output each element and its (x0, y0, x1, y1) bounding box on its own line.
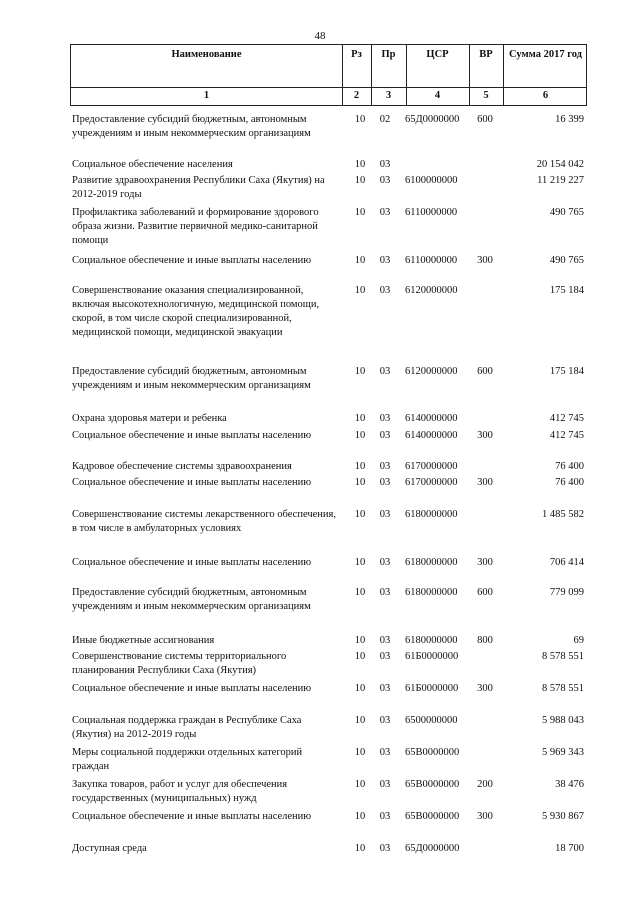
cell-pr: 03 (379, 366, 391, 377)
cell-rz: 10 (354, 747, 366, 758)
cell-pr: 03 (379, 747, 391, 758)
cell-name: Социальное обеспечение и иные выплаты населению (72, 557, 312, 568)
cell-vr: 300 (477, 255, 493, 266)
cell-vr: 600 (477, 587, 493, 598)
cell-rz: 10 (354, 114, 366, 125)
cell-csr: 6110000000 (405, 207, 458, 218)
cell-csr: 6180000000 (405, 635, 458, 646)
cell-name: Кадровое обеспечение системы здравоохранения (72, 461, 292, 472)
cell-name: Социальное обеспечение и иные выплаты населению (72, 430, 312, 441)
cell-csr: 65В0000000 (405, 747, 460, 758)
cell-csr: 65В0000000 (405, 779, 460, 790)
cell-sum: 5 969 343 (542, 747, 584, 758)
cell-pr: 03 (379, 779, 391, 790)
cell-rz: 10 (354, 366, 366, 377)
cell-csr: 6180000000 (405, 509, 458, 520)
cell-csr: 61Б0000000 (405, 683, 459, 694)
cell-sum: 76 400 (555, 461, 584, 472)
cell-rz: 10 (354, 683, 366, 694)
cell-name: Совершенствование оказания специализированной, включая высокотехнологичную, медицинской помощи, скорой, в том числе скорой специализированной, медицинской помощи, медицинской эвакуации (72, 285, 320, 338)
cell-vr: 600 (477, 366, 493, 377)
cell-pr: 03 (379, 255, 391, 266)
cell-sum: 20 154 042 (536, 159, 584, 170)
cell-sum: 412 745 (549, 430, 584, 441)
cell-pr: 03 (379, 461, 391, 472)
cell-pr: 03 (379, 207, 391, 218)
cell-csr: 6100000000 (405, 175, 458, 186)
cell-pr: 03 (379, 715, 391, 726)
cell-csr: 6120000000 (405, 285, 458, 296)
cell-rz: 10 (354, 843, 366, 854)
cell-csr: 6120000000 (405, 366, 458, 377)
cell-csr: 6170000000 (405, 477, 458, 488)
cell-name: Совершенствование системы территориального планирования Республики Саха (Якутия) (72, 651, 287, 676)
cell-sum: 18 700 (555, 843, 584, 854)
cell-pr: 03 (379, 413, 391, 424)
header-rz: Рз (351, 49, 362, 60)
cell-csr: 6110000000 (405, 255, 458, 266)
cell-name: Доступная среда (72, 843, 147, 854)
cell-rz: 10 (354, 207, 366, 218)
cell-sum: 11 219 227 (537, 175, 584, 186)
cell-rz: 10 (354, 159, 366, 170)
cell-pr: 03 (379, 557, 391, 568)
cell-pr: 03 (379, 509, 391, 520)
cell-pr: 03 (379, 285, 391, 296)
cell-vr: 300 (477, 430, 493, 441)
cell-name: Закупка товаров, работ и услуг для обеспечения государственных (муниципальных) нужд (72, 779, 288, 804)
header-sum: Сумма 2017 год (509, 49, 582, 60)
cell-rz: 10 (354, 430, 366, 441)
cell-sum: 779 099 (549, 587, 584, 598)
header-number-4: 4 (434, 90, 441, 101)
cell-rz: 10 (354, 509, 366, 520)
cell-csr: 65Д0000000 (405, 114, 460, 125)
header-pr: Пр (381, 49, 396, 60)
cell-sum: 1 485 582 (542, 509, 584, 520)
cell-name: Совершенствование системы лекарственного обеспечения, в том числе в амбулаторных условиях (72, 509, 336, 534)
cell-pr: 03 (379, 811, 391, 822)
cell-vr: 600 (477, 114, 493, 125)
cell-pr: 03 (379, 175, 391, 186)
cell-name: Иные бюджетные ассигнования (72, 635, 215, 646)
cell-rz: 10 (354, 413, 366, 424)
cell-pr: 03 (379, 635, 391, 646)
cell-sum: 5 988 043 (542, 715, 584, 726)
cell-name: Социальное обеспечение и иные выплаты населению (72, 477, 312, 488)
cell-sum: 412 745 (549, 413, 584, 424)
cell-sum: 706 414 (549, 557, 584, 568)
cell-pr: 03 (379, 477, 391, 488)
cell-vr: 300 (477, 557, 493, 568)
cell-rz: 10 (354, 779, 366, 790)
cell-name: Социальное обеспечение населения (72, 159, 233, 170)
cell-pr: 03 (379, 651, 391, 662)
cell-sum: 16 399 (555, 114, 584, 125)
cell-csr: 6180000000 (405, 557, 458, 568)
cell-name: Предоставление субсидий бюджетным, автономным учреждениям и иным некоммерческим организациям (72, 587, 311, 612)
header-number-1: 1 (203, 90, 210, 101)
cell-name: Социальное обеспечение и иные выплаты населению (72, 811, 312, 822)
cell-name: Социальное обеспечение и иные выплаты населению (72, 255, 312, 266)
cell-csr: 6180000000 (405, 587, 458, 598)
cell-rz: 10 (354, 477, 366, 488)
cell-name: Предоставление субсидий бюджетным, автономным учреждениям и иным некоммерческим организациям (72, 366, 311, 391)
cell-rz: 10 (354, 635, 366, 646)
cell-rz: 10 (354, 651, 366, 662)
cell-csr: 6500000000 (405, 715, 458, 726)
cell-name: Охрана здоровья матери и ребенка (72, 413, 227, 424)
cell-sum: 5 930 867 (542, 811, 584, 822)
cell-csr: 65В0000000 (405, 811, 460, 822)
cell-rz: 10 (354, 557, 366, 568)
cell-rz: 10 (354, 587, 366, 598)
header-name: Наименование (171, 49, 242, 60)
cell-csr: 6140000000 (405, 430, 458, 441)
cell-name: Профилактика заболеваний и формирование здорового образа жизни. Развитие первичной медико-санитарной помощи (72, 207, 319, 246)
cell-sum: 38 476 (555, 779, 584, 790)
header-number-2: 2 (353, 90, 360, 101)
cell-rz: 10 (354, 715, 366, 726)
header-csr: ЦСР (426, 49, 449, 60)
cell-rz: 10 (354, 811, 366, 822)
cell-name: Предоставление субсидий бюджетным, автономным учреждениям и иным некоммерческим организациям (72, 114, 311, 139)
cell-vr: 300 (477, 477, 493, 488)
cell-sum: 8 578 551 (542, 683, 584, 694)
cell-sum: 76 400 (555, 477, 584, 488)
table-header (70, 44, 587, 106)
cell-rz: 10 (354, 175, 366, 186)
header-number-6: 6 (542, 90, 549, 101)
cell-name: Социальная поддержка граждан в Республике Саха (Якутия) на 2012-2019 годы (72, 715, 302, 740)
cell-rz: 10 (354, 461, 366, 472)
header-number-5: 5 (483, 90, 489, 101)
cell-pr: 03 (379, 843, 391, 854)
cell-sum: 490 765 (549, 207, 584, 218)
cell-vr: 200 (477, 779, 493, 790)
cell-pr: 03 (379, 683, 391, 694)
header-number-3: 3 (385, 90, 392, 101)
cell-vr: 300 (477, 683, 493, 694)
cell-csr: 65Д0000000 (405, 843, 460, 854)
cell-sum: 175 184 (549, 366, 584, 377)
cell-pr: 03 (379, 159, 391, 170)
cell-sum: 490 765 (549, 255, 584, 266)
cell-rz: 10 (354, 285, 366, 296)
cell-sum: 8 578 551 (542, 651, 584, 662)
cell-vr: 300 (477, 811, 493, 822)
cell-csr: 61Б0000000 (405, 651, 459, 662)
cell-vr: 800 (477, 635, 493, 646)
page-number: 48 (314, 30, 326, 42)
cell-sum: 69 (573, 635, 584, 646)
header-vr: ВР (479, 49, 493, 60)
cell-csr: 6140000000 (405, 413, 458, 424)
cell-pr: 02 (379, 114, 391, 125)
cell-pr: 03 (379, 587, 391, 598)
cell-name: Социальное обеспечение и иные выплаты населению (72, 683, 312, 694)
header-divider (71, 87, 586, 88)
cell-name: Развитие здравоохранения Республики Саха (Якутия) на 2012-2019 годы (72, 175, 325, 200)
cell-rz: 10 (354, 255, 366, 266)
cell-sum: 175 184 (549, 285, 584, 296)
cell-csr: 6170000000 (405, 461, 458, 472)
cell-pr: 03 (379, 430, 391, 441)
cell-name: Меры социальной поддержки отдельных категорий граждан (72, 747, 303, 772)
